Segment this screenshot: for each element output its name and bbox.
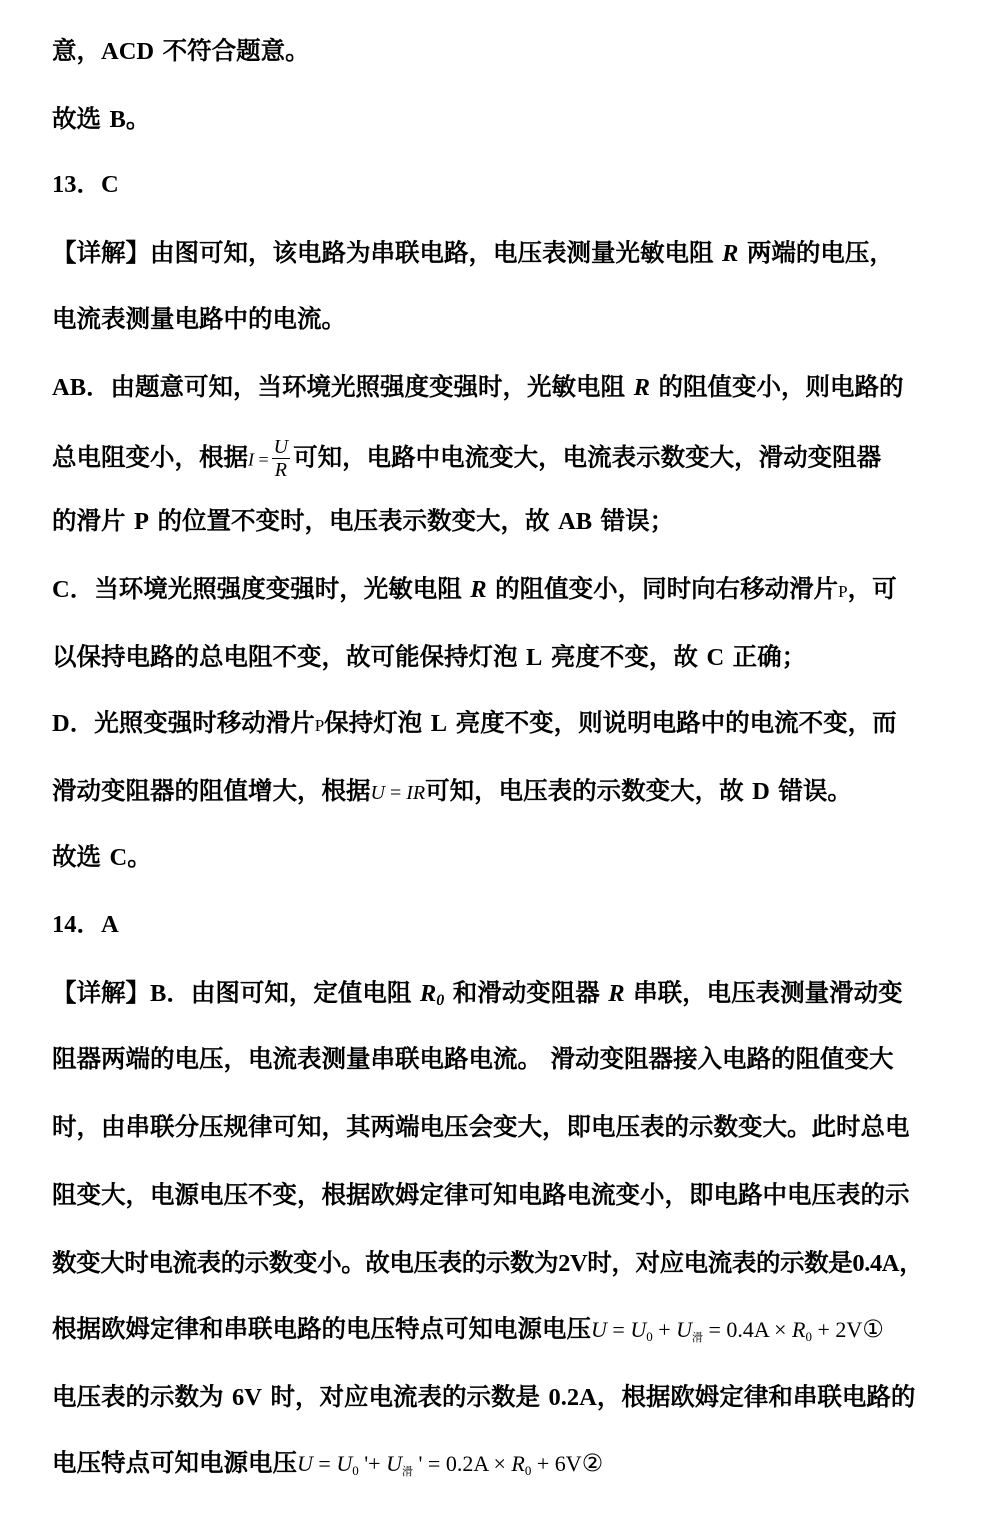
text: 的位置不变时，电压表示数变大，故 <box>157 506 550 535</box>
text-line-1 <box>52 34 978 69</box>
formula-part: U <box>297 1451 313 1476</box>
subscript: 0 <box>646 1329 653 1344</box>
text: 【详解】 <box>52 978 150 1007</box>
equation-marker-1: ① <box>862 1315 884 1343</box>
question-number-13 <box>52 168 978 202</box>
text: 2V <box>558 1250 588 1277</box>
text: 故选 <box>52 104 101 133</box>
text: R <box>419 980 437 1007</box>
text: 滑动变阻器的阻值增大，根据 <box>52 776 371 805</box>
text: 电压特点可知电源电压 <box>52 1448 297 1477</box>
text: 错误。 <box>778 776 852 805</box>
text: 电流表测量电路中的电流。 <box>52 304 346 333</box>
text: 0.4A <box>852 1250 900 1277</box>
text: 的滑片 <box>52 506 126 535</box>
text: 【详解】由图可知，该电路为串联电路，电压表测量光敏电阻 <box>52 238 714 267</box>
text-line-5 <box>52 302 978 336</box>
formula-part: + <box>652 1317 677 1342</box>
text: 时，对应电流表的示数是 <box>270 1382 541 1411</box>
subscript: 0 <box>352 1463 359 1478</box>
text: 串联，电压表测量滑动变 <box>633 978 903 1007</box>
text: 故选 <box>52 842 101 871</box>
text: 。 <box>127 842 152 871</box>
text: 0.2A <box>548 1384 597 1411</box>
text: 以保持电路的总电阻不变，故可能保持灯泡 <box>52 642 518 671</box>
text: R <box>470 576 487 603</box>
formula-part: R <box>511 1451 525 1476</box>
text: ．由图可知，定值电阻 <box>166 978 412 1007</box>
text: 亮度不变，则说明电路中的电流不变，而 <box>455 708 897 737</box>
text: 意， <box>52 36 101 65</box>
text-line-16 <box>52 1042 978 1076</box>
question-number-14 <box>52 908 978 942</box>
formula-lhs: I <box>248 449 254 470</box>
text: 。 <box>125 104 151 133</box>
formula-part: '+ <box>358 1451 387 1476</box>
subscript: 0 <box>436 992 445 1009</box>
text: AB <box>52 374 87 401</box>
subscript: 滑 <box>401 1465 413 1478</box>
text: P <box>314 716 325 735</box>
fraction-numerator: U <box>273 436 289 458</box>
text: 阻变大，电源电压不变，根据欧姆定律可知电路电流变小，即电路中电压表的示 <box>52 1180 910 1209</box>
text: 根据欧姆定律和串联电路的电压特点可知电源电压 <box>52 1314 591 1343</box>
text: ，可 <box>847 574 897 603</box>
text: B <box>109 106 126 133</box>
text: C <box>109 844 128 871</box>
text: 的阻值变小，则电路的 <box>658 372 904 401</box>
subscript: 滑 <box>692 1331 704 1344</box>
text-line-20 <box>52 1312 978 1355</box>
text: ， <box>899 1248 924 1277</box>
formula-part: = <box>384 782 407 804</box>
fraction-denominator: R <box>274 459 287 481</box>
text: 不符合题意。 <box>162 36 310 65</box>
text-line-19 <box>52 1246 978 1281</box>
text: 可知，电压表的示数变大，故 <box>425 776 744 805</box>
text: B <box>150 980 167 1007</box>
text: 时，对应电流表的示数是 <box>587 1248 853 1277</box>
text: P <box>838 582 848 601</box>
formula-part: R <box>792 1317 806 1342</box>
equation-marker-2: ② <box>581 1449 604 1477</box>
text: AB <box>558 508 593 535</box>
text: R <box>633 374 650 401</box>
text: 的阻值变小，同时向右移动滑片 <box>495 574 839 603</box>
text: P <box>134 508 149 535</box>
formula-part: U <box>336 1451 353 1476</box>
text: C <box>52 576 70 603</box>
text-line-12 <box>52 774 978 810</box>
text: L <box>526 644 543 671</box>
text: 正确； <box>732 642 807 671</box>
text-line-10 <box>52 640 978 675</box>
text-line-8 <box>52 504 978 539</box>
text: ．光照变强时移动滑片 <box>69 708 315 737</box>
formula-part: U <box>676 1317 693 1342</box>
text-line-22 <box>52 1446 978 1489</box>
equation-2 <box>297 1448 603 1477</box>
text-line-17 <box>52 1110 978 1144</box>
text: 可知，电路中电流变大，电流表示数变大，滑动变阻器 <box>293 442 882 472</box>
text-line-15 <box>52 976 978 1018</box>
subscript: 0 <box>524 1463 532 1478</box>
text: 保持灯泡 <box>324 708 423 737</box>
fraction-u-over-r <box>272 436 290 481</box>
text: 6V <box>232 1384 262 1411</box>
formula-equals: = <box>258 449 269 470</box>
text: L <box>430 710 448 737</box>
text-line-11 <box>52 706 978 743</box>
formula-part: = 0.4A × <box>703 1317 793 1342</box>
formula-part: U <box>630 1317 647 1342</box>
text: R <box>608 980 625 1007</box>
text-line-13 <box>52 840 978 875</box>
text-line-9 <box>52 572 978 609</box>
text: D <box>752 778 770 805</box>
text: D <box>52 710 70 737</box>
formula-part: + 6V <box>531 1451 582 1476</box>
text: ，根据欧姆定律和串联电路的 <box>596 1382 916 1411</box>
text: 两端的电压， <box>746 238 894 267</box>
equation-1 <box>591 1314 884 1343</box>
text-line-18 <box>52 1178 978 1212</box>
answer-heading: 14．A <box>52 911 119 938</box>
text: 错误； <box>600 506 675 535</box>
text: R <box>722 240 739 267</box>
formula-part: = <box>606 1317 631 1342</box>
text: 总电阻变小，根据 <box>52 442 248 472</box>
text-line-6 <box>52 370 978 405</box>
text: 和滑动变阻器 <box>452 978 600 1007</box>
text: 数变大时电流表的示数变小。故电压表的示数为 <box>52 1248 559 1277</box>
text: 亮度不变，故 <box>550 642 698 671</box>
text: C <box>706 644 725 671</box>
formula-part: = <box>312 1451 337 1476</box>
text: ．当环境光照强度变强时，光敏电阻 <box>69 574 462 603</box>
formula-part: U <box>386 1451 402 1476</box>
text: ACD <box>101 38 155 65</box>
text-line-7 <box>52 436 978 481</box>
formula-part: IR <box>406 782 426 804</box>
text: 电压表的示数为 <box>52 1382 224 1411</box>
formula-part: ' = 0.2A × <box>412 1451 512 1476</box>
text: 时，由串联分压规律可知，其两端电压会变大，即电压表的示数变大。此时总电 <box>52 1112 910 1141</box>
text: 阻器两端的电压，电流表测量串联电路电流。 滑动变阻器接入电路的阻值变大 <box>52 1044 894 1073</box>
text-line-4 <box>52 236 978 271</box>
text-line-21 <box>52 1380 978 1415</box>
text-line-2 <box>52 102 978 137</box>
answer-heading: 13．C <box>52 171 119 198</box>
text: ．由题意可知，当环境光照强度变强时，光敏电阻 <box>86 372 626 401</box>
subscript: 0 <box>805 1329 812 1344</box>
formula-part: U <box>370 782 385 804</box>
formula-part: U <box>591 1317 607 1342</box>
formula-part: + 2V <box>811 1317 863 1342</box>
